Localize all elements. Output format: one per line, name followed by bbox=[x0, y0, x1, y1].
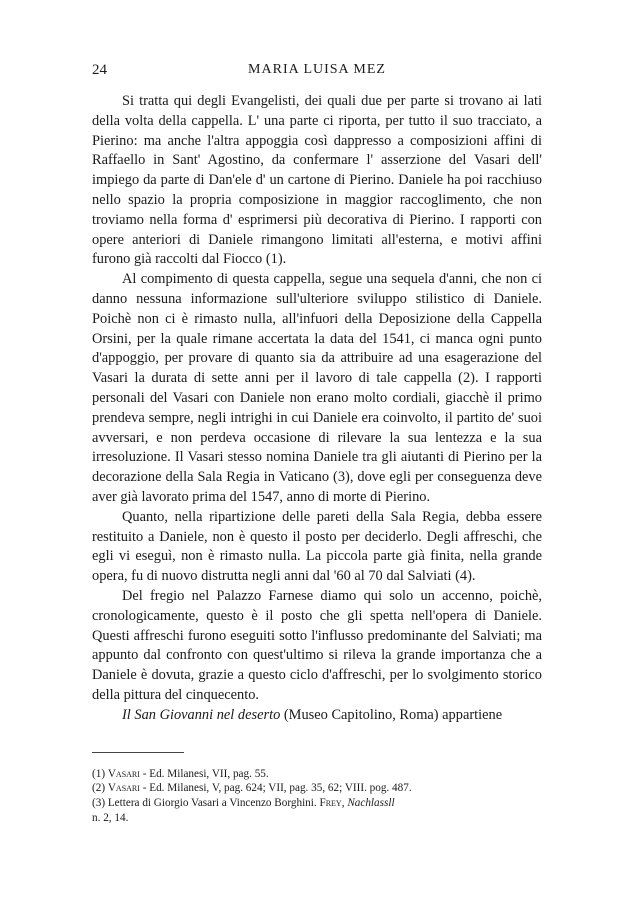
page-number: 24 bbox=[92, 62, 107, 78]
paragraph-text: (Museo Capitolino, Roma) appartiene bbox=[280, 706, 503, 723]
footnote-author: Vasari bbox=[107, 767, 140, 780]
footnotes bbox=[92, 767, 542, 826]
footnote-1 bbox=[92, 767, 542, 782]
footnote-text: Lettera di Giorgio Vasari a Vincenzo Borghini. bbox=[105, 797, 320, 810]
paragraph-text: Si tratta qui degli Evangelisti, dei quali due per parte si trovano ai lati della volta della cappella. L' una parte ci riporta, per tutto il suo tracciato, a Pierino: ma anche l'altra appoggia così dappresso a composizioni affini di Raffaello in Sant' Agostino, da confermare l' asserzione del Vasari dell' impiego da parte di Dan'ele d' un cartone di Pierino. Daniele ha poi racchiuso nello spazio la propria composizione in maggior raccoglimento, che non troviamo nella forma d' esprimersi più decorativa di Pierino. I rapporti con opere anteriori di Daniele rimangono limitati all'esterna, e motivi affini furono già raccolti dal Fiocco (1). bbox=[92, 93, 542, 268]
artwork-title: Il San Giovanni nel deserto bbox=[122, 706, 281, 723]
footnote-italic-title: Nachlassll bbox=[347, 797, 395, 810]
footnote-marker: (1) bbox=[92, 767, 106, 780]
running-title: MARIA LUISA MEZ bbox=[248, 62, 386, 77]
running-header bbox=[92, 58, 542, 86]
footnote-3-continuation: n. 2, 14. bbox=[92, 811, 129, 824]
paragraph-evangelisti bbox=[92, 92, 542, 270]
paragraph-san-giovanni bbox=[92, 706, 542, 726]
footnote-rule bbox=[92, 752, 184, 753]
footnote-marker: (3) bbox=[92, 797, 106, 810]
footnote-author: Frey bbox=[319, 797, 342, 810]
footnote-text: - Ed. Milanesi, VII, pag. 55. bbox=[139, 767, 269, 780]
paragraph-text: Al compimento di questa cappella, segue una sequela d'anni, che non ci danno nessuna informazione sull'ulteriore sviluppo stilistico di Daniele. Poichè non ci è rimasto nulla, all'infuori della Deposizione della Cappella Orsini, per la quale rimane accertata la data del 1541, ci manca ogni punto d'appoggio, per provare di quanto sia da attribuire ad una esagerazione del Vasari la durata di sette anni per il lavoro di tale cappella (2). I rapporti personali del Vasari con Daniele non erano molto cordiali, giacchè il primo prendeva sempre, negli intrighi in cui Daniele era coinvolto, il partito de' suoi avversari, e non perdeva occasione di rilevare la sua lentezza e la sua irresoluzione. Il Vasari stesso nomina Daniele tra gli aiutanti di Pierino per la decorazione della Sala Regia in Vaticano (3), dove egli per conseguenza deve aver già lavorato prima del 1547, anno di morte di Pierino. bbox=[92, 271, 542, 505]
paragraph-palazzo-farnese bbox=[92, 587, 542, 706]
footnote-3: (3) Lettera di Giorgio Vasari a Vincenzo Borghini. Frey, Nachlassll bbox=[92, 797, 395, 810]
paragraph-sala-regia bbox=[92, 508, 542, 587]
paragraph-text: Del fregio nel Palazzo Farnese diamo qui solo un accenno, poichè, cronologicamente, questo è il posto che gli spetta nell'opera di Daniele. Questi affreschi furono eseguiti sotto l'influsso predominante del Salviati; ma appunto dal confronto con quest'ultimo si rileva la grande importanza che a Daniele è dovuta, grazie a questo ciclo d'affreschi, per lo svolgimento storico della pittura del cinquecento. bbox=[92, 587, 542, 703]
paragraph-cappella-orsini bbox=[92, 270, 542, 508]
page bbox=[92, 58, 542, 826]
footnote-author: Vasari bbox=[107, 782, 140, 795]
footnote-2 bbox=[92, 781, 542, 796]
paragraph-text: Quanto, nella ripartizione delle pareti della Sala Regia, debba essere restituito a Daniele, non è questo il posto per deciderlo. Degli affreschi, che egli vi eseguì, non è rimasto nulla. La piccola parte già finita, nella grande opera, fu di nuovo distrutta negli anni dal '60 al 70 dal Salviati (4). bbox=[92, 508, 542, 585]
footnote-text: - Ed. Milanesi, V, pag. 624; VII, pag. 35, 62; VIII. pog. 487. bbox=[139, 782, 412, 795]
footnote-marker: (2) bbox=[92, 782, 106, 795]
body-text bbox=[92, 92, 542, 726]
